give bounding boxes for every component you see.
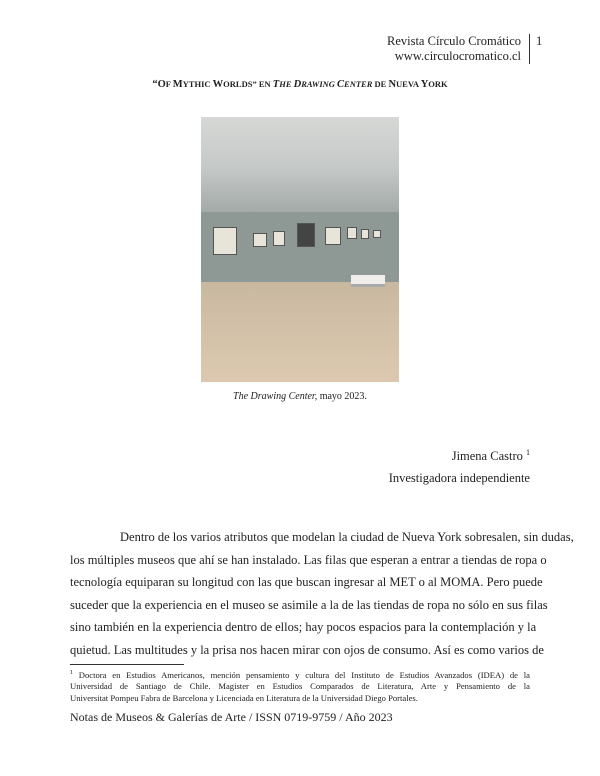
gallery-photo — [201, 117, 399, 382]
bench — [351, 275, 385, 287]
footnote-mark: 1 — [70, 669, 73, 676]
journal-name: Revista Círculo Cromático — [386, 34, 521, 48]
running-header — [387, 34, 530, 64]
artwork — [325, 227, 341, 245]
artwork — [213, 227, 237, 255]
page-number: 1 — [536, 34, 543, 48]
body-line: Dentro de los varios atributos que modelan la ciudad de Nueva York sobresalen, sin dudas, — [120, 530, 574, 544]
body-line: suceder que la experiencia en el museo se asimile a la de las tiendas de ropa no sólo en sus filas — [70, 597, 548, 612]
artwork — [253, 233, 267, 247]
artwork — [273, 231, 285, 246]
footnote-line: Universitat Pompeu Fabra de Barcelona y Licenciada en Literatura de la Universidad Diego Portales. — [70, 692, 418, 703]
footnote — [70, 670, 530, 705]
body-text — [70, 526, 574, 662]
footnote-line: Universidad de Santiago de Chile. Magister en Estudios Comparados de Literatura, Arte y Pensamiento de la — [70, 681, 530, 692]
author-name: Jimena Castro — [451, 449, 523, 463]
journal-url: www.circulocromatico.cl — [394, 49, 521, 63]
artwork — [297, 223, 315, 247]
page-footer: Notas de Museos & Galerías de Arte / ISSN 0719-9759 / Año 2023 — [70, 710, 393, 725]
body-line: los múltiples museos que ahí se han instalado. Las filas que esperan a entrar a tiendas de ropa o — [70, 552, 547, 567]
artwork — [361, 229, 369, 239]
article-title: “OF MYTHIC WORLDS” EN THE DRAWING CENTER DE NUEVA YORK — [152, 79, 448, 90]
body-line: sino también en la experiencia dentro de ellos; hay pocos espacios para la contemplación y la — [70, 620, 537, 635]
footnote-ref[interactable]: 1 — [526, 447, 530, 457]
author-affiliation: Investigadora independiente — [388, 471, 530, 485]
artwork — [373, 230, 381, 238]
footnote-line: $^1$ Doctora en Estudios Americanos, mención pensamiento y cultura del Instituto de Estudios Avanzados (IDEA) de la — [70, 669, 530, 680]
gallery-floor — [201, 282, 399, 382]
body-line: quietud. Las multitudes y la prisa nos hacen mirar con ojos de consumo. Así es como varios de — [70, 642, 544, 657]
figure-caption: The Drawing Center, mayo 2023. — [233, 391, 367, 402]
body-line: tecnología equiparan su longitud con las que buscan ingresar al MET o al MOMA. Pero puede — [70, 575, 543, 590]
footnote-separator — [70, 664, 184, 665]
artwork — [347, 227, 357, 239]
author-block — [70, 445, 530, 489]
running-header-row — [70, 34, 546, 64]
